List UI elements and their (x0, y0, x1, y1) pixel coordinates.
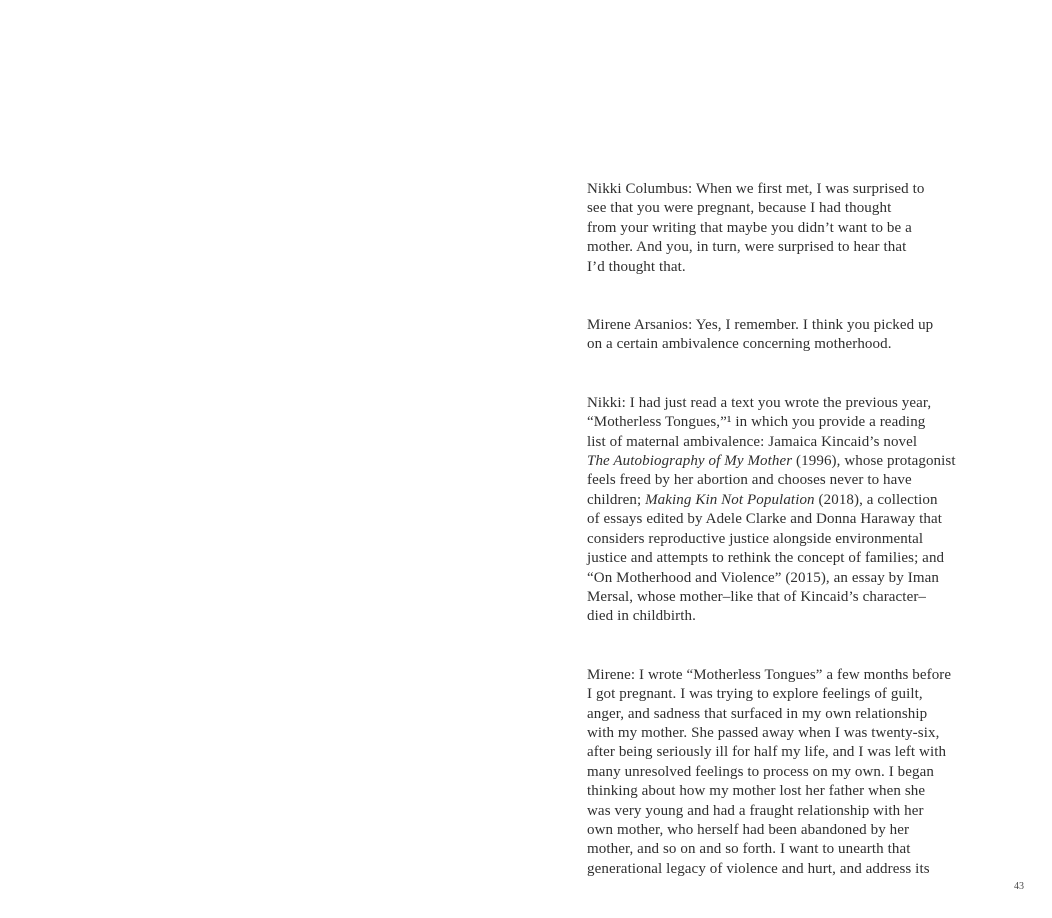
text-line (587, 394, 1007, 413)
text-segment: own mother, who herself had been abandoned by her (587, 821, 910, 838)
text-line (587, 335, 1007, 354)
text-segment: was very young and had a fraught relationship with her (587, 802, 924, 819)
text-segment: Mersal, whose mother–like that of Kincaid’s character– (587, 588, 927, 605)
text-line (587, 782, 1007, 801)
text-segment: generational legacy of violence and hurt, and address its (587, 860, 930, 877)
interview-text (587, 180, 1007, 918)
text-line (587, 413, 1007, 432)
text-line (587, 316, 1007, 335)
text-line (587, 258, 1007, 277)
text-segment: feels freed by her abortion and chooses never to have (587, 472, 912, 489)
text-line (587, 802, 1007, 821)
text-segment: see that you were pregnant, because I had thought (587, 200, 892, 217)
paragraph (587, 666, 1007, 879)
text-line (587, 743, 1007, 762)
text-line (587, 821, 1007, 840)
text-line (587, 685, 1007, 704)
text-line (587, 569, 1007, 588)
text-segment: justice and attempts to rethink the concept of families; and (587, 550, 945, 567)
italic-book-title: Making Kin Not Population (645, 491, 815, 508)
paragraph (587, 316, 1007, 355)
text-line (587, 433, 1007, 452)
text-segment: children; (587, 491, 646, 508)
text-segment: with my mother. She passed away when I was twenty-six, (587, 724, 940, 741)
text-line (587, 471, 1007, 490)
text-segment: list of maternal ambivalence: Jamaica Kincaid’s novel (587, 433, 918, 450)
text-segment: mother. And you, in turn, were surprised to hear that (587, 239, 907, 256)
text-segment: “On Motherhood and Violence” (2015), an essay by Iman (587, 569, 939, 586)
text-segment: died in childbirth. (587, 608, 696, 625)
text-line (587, 840, 1007, 859)
text-line (587, 238, 1007, 257)
text-line (587, 724, 1007, 743)
text-line (587, 199, 1007, 218)
text-segment: Nikki: I had just read a text you wrote the previous year, (587, 394, 932, 411)
italic-book-title: The Autobiography of My Mother (587, 453, 793, 470)
text-segment: I’d thought that. (587, 258, 686, 275)
text-segment: thinking about how my mother lost her father when she (587, 783, 926, 800)
text-line (587, 860, 1007, 879)
text-segment: (2018), a collection (814, 491, 938, 508)
text-line (587, 588, 1007, 607)
text-line (587, 666, 1007, 685)
text-segment: from your writing that maybe you didn’t want to be a (587, 219, 912, 236)
text-segment: I got pregnant. I was trying to explore feelings of guilt, (587, 686, 923, 703)
text-line (587, 491, 1007, 510)
text-line (587, 510, 1007, 529)
text-segment: many unresolved feelings to process on my own. I began (587, 763, 934, 780)
paragraph (587, 180, 1007, 277)
text-segment: considers reproductive justice alongside environmental (587, 530, 924, 547)
text-segment: mother, and so on and so forth. I want to unearth that (587, 841, 911, 858)
text-line (587, 705, 1007, 724)
text-segment: “Motherless Tongues,”¹ in which you provide a reading (587, 414, 926, 431)
text-line (587, 452, 1007, 471)
text-line (587, 549, 1007, 568)
text-line (587, 530, 1007, 549)
paragraph (587, 394, 1007, 627)
text-segment: Mirene: I wrote “Motherless Tongues” a few months before (587, 666, 952, 683)
text-segment: on a certain ambivalence concerning motherhood. (587, 336, 892, 353)
text-segment: (1996), whose protagonist (792, 453, 956, 470)
text-segment: after being seriously ill for half my life, and I was left with (587, 744, 947, 761)
text-line (587, 219, 1007, 238)
text-segment: of essays edited by Adele Clarke and Donna Haraway that (587, 511, 942, 528)
text-segment: Nikki Columbus: When we first met, I was surprised to (587, 181, 925, 197)
page-number: 43 (1014, 881, 1024, 892)
text-segment: anger, and sadness that surfaced in my own relationship (587, 705, 928, 722)
text-segment: Mirene Arsanios: Yes, I remember. I think you picked up (587, 317, 934, 334)
text-line (587, 180, 1007, 199)
text-line (587, 763, 1007, 782)
text-line (587, 607, 1007, 626)
